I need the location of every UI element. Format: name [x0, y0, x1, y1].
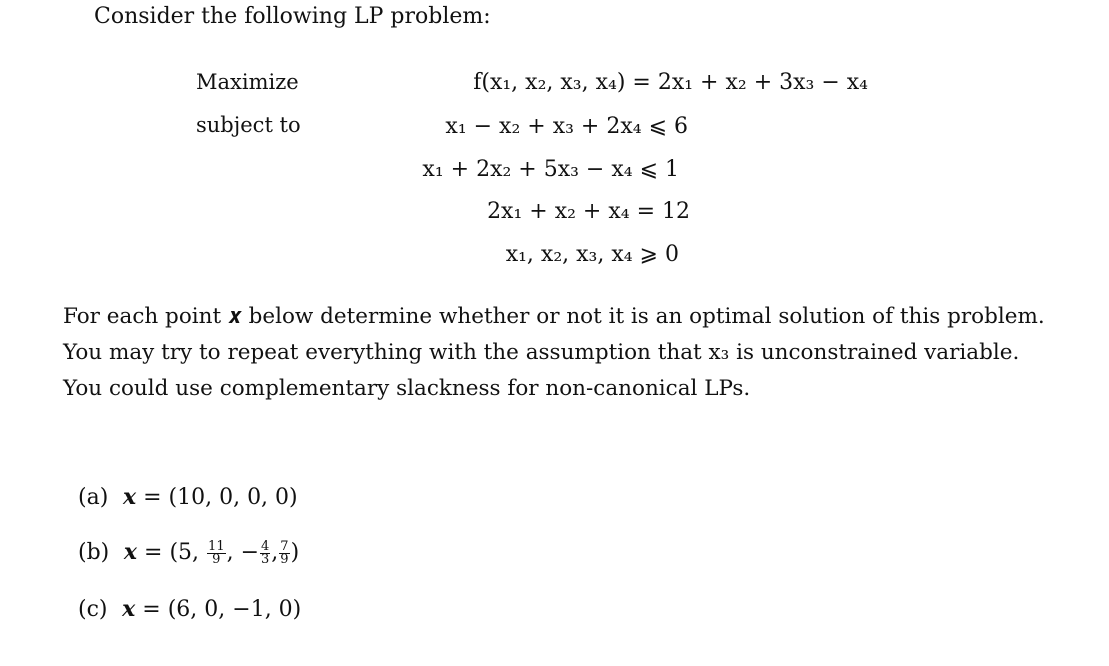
fraction-11-9: $\frac{11}{9}$ [208, 538, 225, 567]
point-b-var: x [116, 539, 138, 565]
constraint-1: x₁ − x₂ + x₃ + 2x₄ ⩽ 6 [445, 114, 688, 139]
fraction-7-9: $\frac{7}{9}$ [280, 538, 289, 567]
objective-function: f(x₁, x₂, x₃, x₄) = 2x₁ + x₂ + 3x₃ − x₄ [473, 70, 868, 95]
point-c-label: (c) [78, 597, 108, 622]
point-b-equals: = [144, 540, 163, 565]
subject-to-label: subject to [196, 113, 301, 137]
maximize-label: Maximize [196, 70, 299, 94]
instruction-line-3: You could use complementary slackness for non-canonical LPs. [63, 376, 751, 401]
point-b-label: (b) [78, 540, 110, 565]
point-c [78, 596, 301, 622]
point-a-label: (a) [78, 485, 109, 510]
point-a-value: (10, 0, 0, 0) [168, 485, 298, 510]
point-a-var: x [115, 484, 137, 510]
nonnegativity-constraint: x₁, x₂, x₃, x₄ ⩾ 0 [505, 242, 679, 267]
comma-sep: , [271, 540, 279, 565]
problem-intro: Consider the following LP problem: [94, 4, 491, 29]
point-c-var: x [114, 596, 136, 622]
comma-sep: , − [226, 540, 260, 565]
point-c-equals: = [142, 597, 161, 622]
point-c-value: (6, 0, −1, 0) [167, 597, 302, 622]
point-a-equals: = [143, 485, 162, 510]
instruction-line-1: For each point 𝒙 below determine whether or not it is an optimal solution of this problem. [63, 304, 1045, 329]
point-b-prefix: (5, [169, 540, 200, 565]
point-a [78, 484, 298, 510]
constraint-2: x₁ + 2x₂ + 5x₃ − x₄ ⩽ 1 [422, 157, 679, 182]
instruction-line-2: You may try to repeat everything with the assumption that x₃ is unconstrained variable. [63, 340, 1020, 365]
fraction-4-3: $\frac{4}{3}$ [261, 538, 270, 567]
close-paren: ) [290, 540, 300, 565]
constraint-3: 2x₁ + x₂ + x₄ = 12 [487, 199, 690, 224]
point-b [78, 539, 299, 566]
